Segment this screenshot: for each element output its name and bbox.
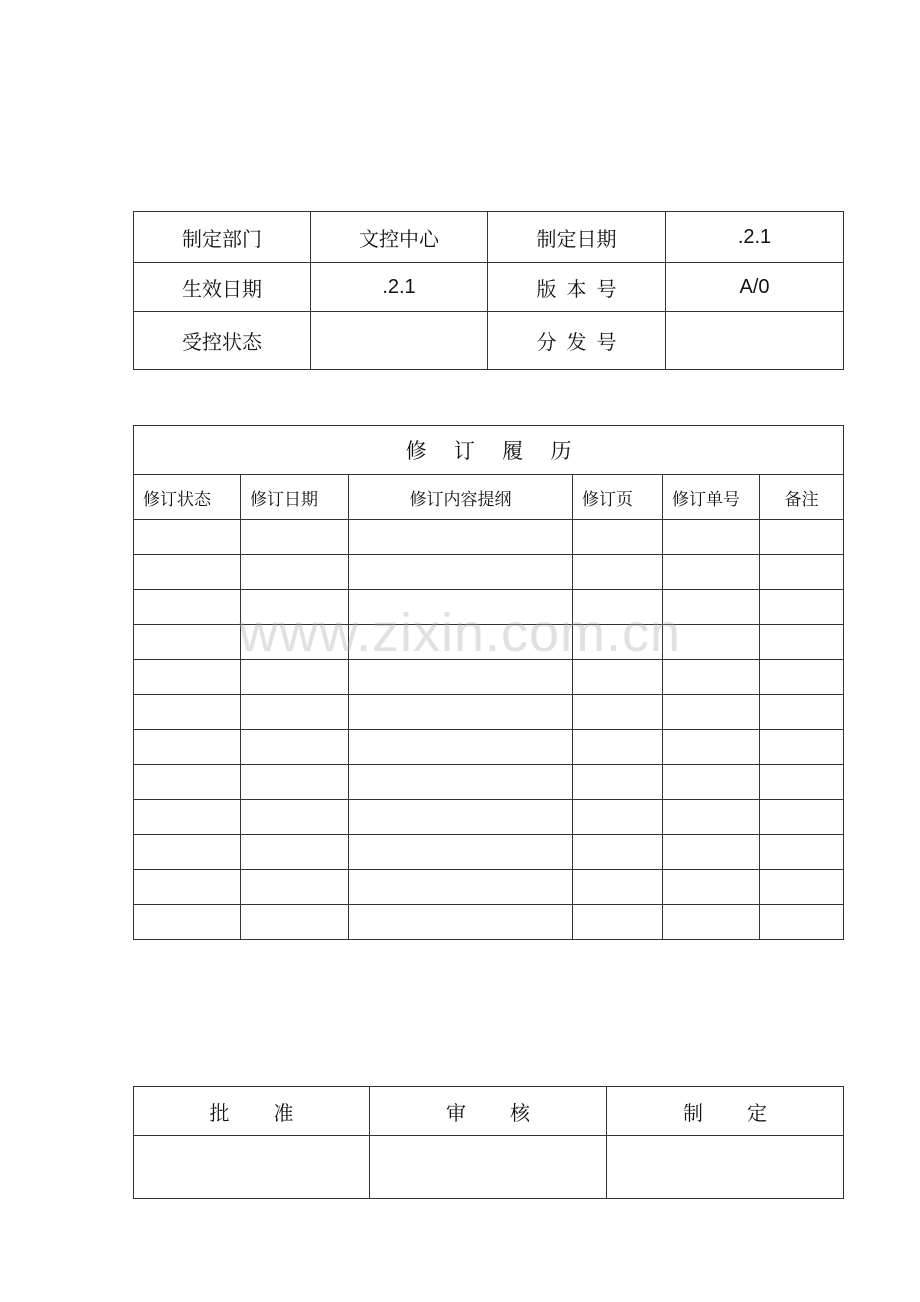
revision-cell[interactable]	[760, 765, 844, 800]
revision-cell[interactable]	[349, 870, 573, 905]
column-header: 修订单号	[663, 475, 760, 520]
revision-row	[134, 835, 844, 870]
revision-cell[interactable]	[241, 590, 349, 625]
column-header: 修订状态	[134, 475, 241, 520]
revision-cell[interactable]	[134, 590, 241, 625]
column-header: 修订页	[573, 475, 663, 520]
revision-cell[interactable]	[663, 800, 760, 835]
info-label: 版本号	[488, 263, 666, 312]
info-value: A/0	[666, 263, 844, 312]
revision-row	[134, 905, 844, 940]
revision-cell[interactable]	[134, 660, 241, 695]
revision-cell[interactable]	[760, 555, 844, 590]
revision-cell[interactable]	[349, 905, 573, 940]
revision-cell[interactable]	[573, 695, 663, 730]
revision-row	[134, 660, 844, 695]
revision-title-text: 修订履历	[405, 439, 599, 463]
revision-cell[interactable]	[573, 625, 663, 660]
revision-cell[interactable]	[760, 695, 844, 730]
revision-cell[interactable]	[663, 730, 760, 765]
revision-cell[interactable]	[349, 625, 573, 660]
info-label: 制定日期	[488, 212, 666, 263]
revision-cell[interactable]	[760, 800, 844, 835]
signature-header	[607, 1087, 844, 1136]
info-value	[666, 312, 844, 370]
revision-cell[interactable]	[134, 520, 241, 555]
revision-cell[interactable]	[760, 870, 844, 905]
revision-cell[interactable]	[573, 590, 663, 625]
revision-cell[interactable]	[241, 555, 349, 590]
revision-cell[interactable]	[349, 555, 573, 590]
signature-table	[133, 1086, 844, 1199]
revision-cell[interactable]	[663, 590, 760, 625]
revision-row	[134, 870, 844, 905]
info-row	[134, 263, 844, 312]
signature-header	[134, 1087, 370, 1136]
info-value: 文控中心	[311, 212, 488, 263]
revision-cell[interactable]	[134, 765, 241, 800]
revision-cell[interactable]	[573, 835, 663, 870]
revision-cell[interactable]	[349, 765, 573, 800]
revision-cell[interactable]	[134, 905, 241, 940]
revision-cell[interactable]	[573, 730, 663, 765]
signature-header	[370, 1087, 607, 1136]
column-header: 修订内容提纲	[349, 475, 573, 520]
info-label: 受控状态	[134, 312, 311, 370]
revision-cell[interactable]	[349, 800, 573, 835]
revision-cell[interactable]	[663, 765, 760, 800]
revision-cell[interactable]	[663, 835, 760, 870]
revision-cell[interactable]	[134, 695, 241, 730]
revision-row	[134, 800, 844, 835]
revision-cell[interactable]	[760, 835, 844, 870]
signature-header-row	[134, 1087, 844, 1136]
revision-cell[interactable]	[573, 765, 663, 800]
revision-cell[interactable]	[134, 555, 241, 590]
revision-row	[134, 730, 844, 765]
prepare-label: 制定	[683, 1100, 811, 1125]
info-row	[134, 212, 844, 263]
revision-cell[interactable]	[241, 905, 349, 940]
revision-cell[interactable]	[760, 730, 844, 765]
revision-cell[interactable]	[573, 555, 663, 590]
prepare-signature-cell[interactable]	[607, 1136, 844, 1199]
column-header: 备注	[760, 475, 844, 520]
revision-title	[134, 426, 844, 475]
revision-cell[interactable]	[241, 870, 349, 905]
revision-cell[interactable]	[134, 870, 241, 905]
info-value: .2.1	[666, 212, 844, 263]
revision-cell[interactable]	[349, 520, 573, 555]
review-signature-cell[interactable]	[370, 1136, 607, 1199]
revision-header-row	[134, 475, 844, 520]
revision-cell[interactable]	[241, 625, 349, 660]
signature-row	[134, 1136, 844, 1199]
revision-cell[interactable]	[573, 520, 663, 555]
revision-cell[interactable]	[760, 590, 844, 625]
revision-cell[interactable]	[241, 765, 349, 800]
document-info-table	[133, 211, 844, 370]
revision-cell[interactable]	[241, 520, 349, 555]
revision-row	[134, 765, 844, 800]
revision-title-row	[134, 426, 844, 475]
revision-row	[134, 555, 844, 590]
revision-cell[interactable]	[241, 660, 349, 695]
revision-cell[interactable]	[241, 835, 349, 870]
revision-cell[interactable]	[241, 730, 349, 765]
info-value: .2.1	[311, 263, 488, 312]
revision-cell[interactable]	[134, 625, 241, 660]
info-row	[134, 312, 844, 370]
revision-cell[interactable]	[134, 835, 241, 870]
revision-row	[134, 695, 844, 730]
revision-cell[interactable]	[349, 695, 573, 730]
revision-cell[interactable]	[349, 660, 573, 695]
watermark: www.zixin.com.cn	[238, 603, 682, 663]
revision-row	[134, 625, 844, 660]
revision-rows	[134, 520, 844, 940]
revision-cell[interactable]	[241, 800, 349, 835]
revision-cell[interactable]	[349, 590, 573, 625]
revision-cell[interactable]	[760, 905, 844, 940]
approve-label: 批准	[209, 1100, 338, 1125]
revision-cell[interactable]	[349, 835, 573, 870]
revision-cell[interactable]	[573, 800, 663, 835]
info-label: 分发号	[488, 312, 666, 370]
revision-cell[interactable]	[663, 695, 760, 730]
revision-cell[interactable]	[573, 660, 663, 695]
revision-cell[interactable]	[134, 800, 241, 835]
revision-cell[interactable]	[134, 730, 241, 765]
revision-row	[134, 520, 844, 555]
revision-cell[interactable]	[760, 520, 844, 555]
revision-row	[134, 590, 844, 625]
revision-cell[interactable]	[760, 660, 844, 695]
revision-history-table	[133, 425, 844, 940]
revision-cell[interactable]	[663, 905, 760, 940]
revision-cell[interactable]	[760, 625, 844, 660]
info-label: 生效日期	[134, 263, 311, 312]
info-value	[311, 312, 488, 370]
approve-signature-cell[interactable]	[134, 1136, 370, 1199]
info-label: 制定部门	[134, 212, 311, 263]
column-header: 修订日期	[241, 475, 349, 520]
revision-cell[interactable]	[663, 555, 760, 590]
review-label: 审核	[446, 1100, 574, 1125]
revision-cell[interactable]	[663, 625, 760, 660]
revision-cell[interactable]	[241, 695, 349, 730]
revision-cell[interactable]	[663, 660, 760, 695]
revision-cell[interactable]	[573, 870, 663, 905]
revision-cell[interactable]	[349, 730, 573, 765]
revision-cell[interactable]	[663, 870, 760, 905]
revision-cell[interactable]	[663, 520, 760, 555]
revision-cell[interactable]	[573, 905, 663, 940]
